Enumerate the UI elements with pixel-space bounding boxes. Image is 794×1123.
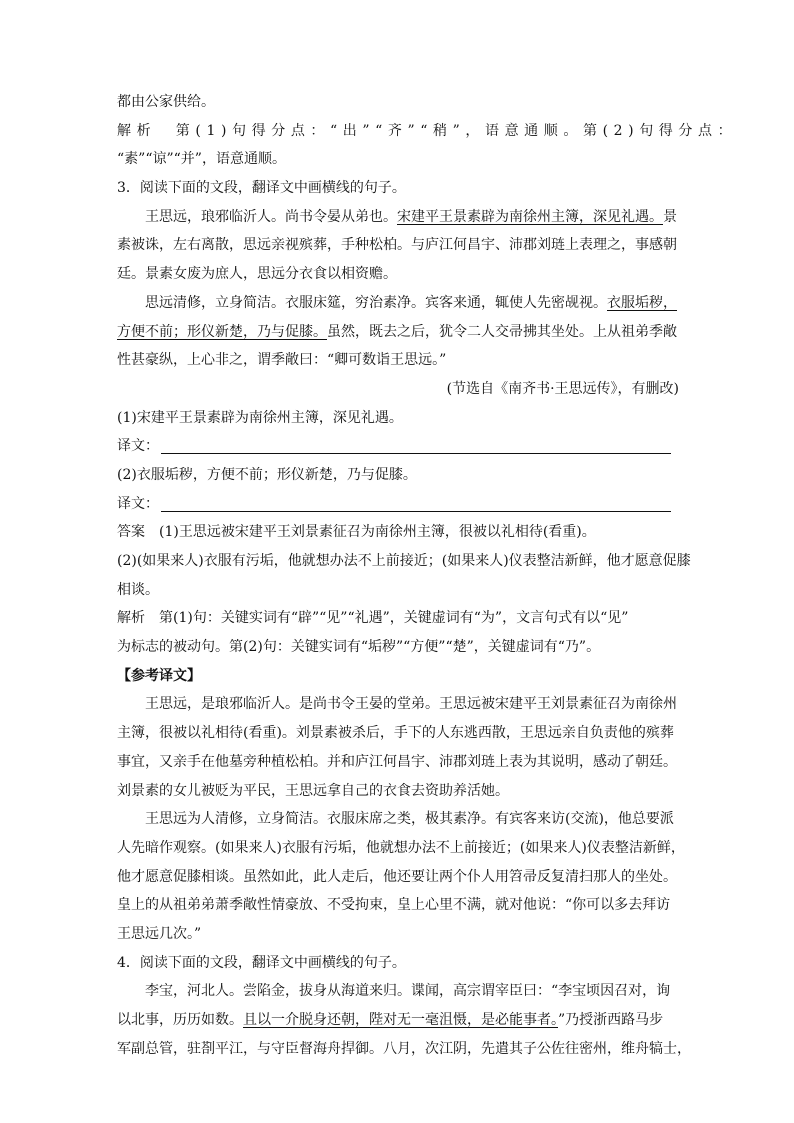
passage-text: 思远清修，立身简洁。衣服床筵，穷治素净。宾客来通，辄使人先密觇视。	[145, 294, 607, 311]
translation-label: 译文：	[117, 438, 159, 455]
q3-analysis-line: 解析 第(1)句：关键实词有“辟”“见”“礼遇”，关键虚词有“为”，文言句式有以“见”	[117, 610, 629, 627]
question-4-title: 4．阅读下面的文段，翻译文中画横线的句子。	[117, 954, 406, 971]
reference-line: 人先暗作观察。(如果来人)衣服有污垢，他就想办法不上前接近；(如果来人)仪表整洁新鲜，	[117, 839, 685, 856]
underlined-sentence-1: 宋建平王景素辟为南徐州主簿，深见礼遇。	[397, 208, 663, 225]
translation-label: 译文：	[117, 495, 159, 512]
sentence-2-prompt: (2)衣服垢秽，方便不前；形仪新楚，乃与促膝。	[117, 466, 417, 483]
reference-line: 王思远几次。”	[117, 925, 202, 942]
q3-passage-line	[117, 289, 679, 318]
passage-text: 以北事，历历如数。	[117, 1012, 243, 1028]
sentence-1-prompt: (1)宋建平王景素辟为南徐州主簿，深见礼遇。	[117, 409, 403, 426]
reference-line: 王思远，是琅邪临沂人。是尚书令王晏的堂弟。王思远被宋建平王刘景素征召为南徐州	[145, 696, 677, 713]
underlined-sentence-2: 衣服垢秽，	[607, 294, 677, 311]
q2-analysis-line: “素”“谅”“并”，语意通顺。	[117, 151, 286, 168]
q3-passage-line: 素被诛，左右离散，思远亲视殡葬，手种松柏。与庐江何昌宇、沛郡刘琏上表理之，事感朝	[117, 237, 677, 254]
q3-passage-line: 廷。景素女废为庶人，思远分衣食以相资赡。	[117, 266, 397, 283]
q3-passage-line	[117, 318, 679, 347]
translation-blank-1[interactable]	[161, 437, 671, 454]
translation-row-1	[117, 432, 679, 461]
passage-text: 虽然，既去之后，犹令二人交帚拂其坐处。上从祖弟季敞	[327, 323, 677, 340]
reference-line: 他才愿意促膝相谈。虽然如此，此人走后，他还要让两个仆人用笤帚反复清扫那人的坐处。	[117, 868, 677, 885]
q3-passage-line: 性甚豪纵，上心非之，谓季敞曰：“卿可数诣王思远。”	[117, 352, 447, 369]
q3-analysis-line: 为标志的被动句。第(2)句：关键实词有“垢秽”“方便”“楚”，关键虚词有“乃”。	[117, 639, 601, 656]
translation-blank-2[interactable]	[161, 495, 671, 512]
continuation-text: 都由公家供给。	[117, 94, 215, 110]
q4-passage-line: 军副总管，驻剳平江，与守臣督海舟捍御。八月，次江阴，先遣其子公佐往密州，维舟犒士，	[117, 1040, 691, 1057]
q4-passage-line	[117, 1006, 679, 1035]
reference-line: 主簿，很被以礼相待(看重)。刘景素被杀后，手下的人东逃西散，王思远亲自负责他的殡葬	[117, 725, 674, 742]
question-3-title: 3．阅读下面的文段，翻译文中画横线的句子。	[117, 180, 406, 197]
underlined-sentence-q4: 且以一介脱身还朝，陛对无一毫沮慑，是必能事者。	[243, 1012, 558, 1028]
q3-answer-line: 答案 (1)王思远被宋建平王刘景素征召为南徐州主簿，很被以礼相待(看重)。	[117, 524, 596, 541]
reference-line: 刘景素的女儿被贬为平民，王思远拿自己的衣食去资助养活她。	[117, 782, 509, 799]
reference-line: 王思远为人清修，立身简洁。衣服床席之类，极其素净。有宾客来访(交流)，他总要派	[145, 811, 674, 828]
q3-answer-line: (2)(如果来人)衣服有污垢，他就想办法不上前接近；(如果来人)仪表整洁新鲜，他才愿意促膝	[117, 553, 691, 569]
passage-text: 王思远，琅邪临沂人。尚书令晏从弟也。	[145, 208, 397, 225]
translation-row-2	[117, 490, 679, 519]
q3-answer-line: 相谈。	[117, 581, 159, 598]
q2-analysis-line: 解析 第(1)句得分点：“出”“齐”“稍”，语意通顺。第(2)句得分点：	[117, 122, 738, 139]
passage-source: (节选自《南齐书·王思远传》，有删改)	[446, 380, 679, 397]
q4-passage-line: 李宝，河北人。尝陷金，拔身从海道来归。谍闻，高宗谓宰臣曰：“李宝顷因召对，询	[145, 983, 671, 1000]
q3-passage-line	[117, 203, 679, 232]
reference-line: 皇上的从祖弟弟萧季敞性情豪放、不受拘束，皇上心里不满，就对他说：“你可以多去拜访	[117, 897, 671, 914]
passage-text: 景	[663, 208, 677, 225]
passage-text: ”乃授浙西路马步	[558, 1012, 664, 1028]
reference-translation-title: 【参考译文】	[117, 667, 201, 684]
reference-line: 事宜，又亲手在他墓旁种植松柏。并和庐江何昌宇、沛郡刘琏上表为其说明，感动了朝廷。	[117, 753, 677, 770]
document-page	[117, 88, 738, 1063]
underlined-sentence-2: 方便不前；形仪新楚，乃与促膝。	[117, 323, 327, 340]
